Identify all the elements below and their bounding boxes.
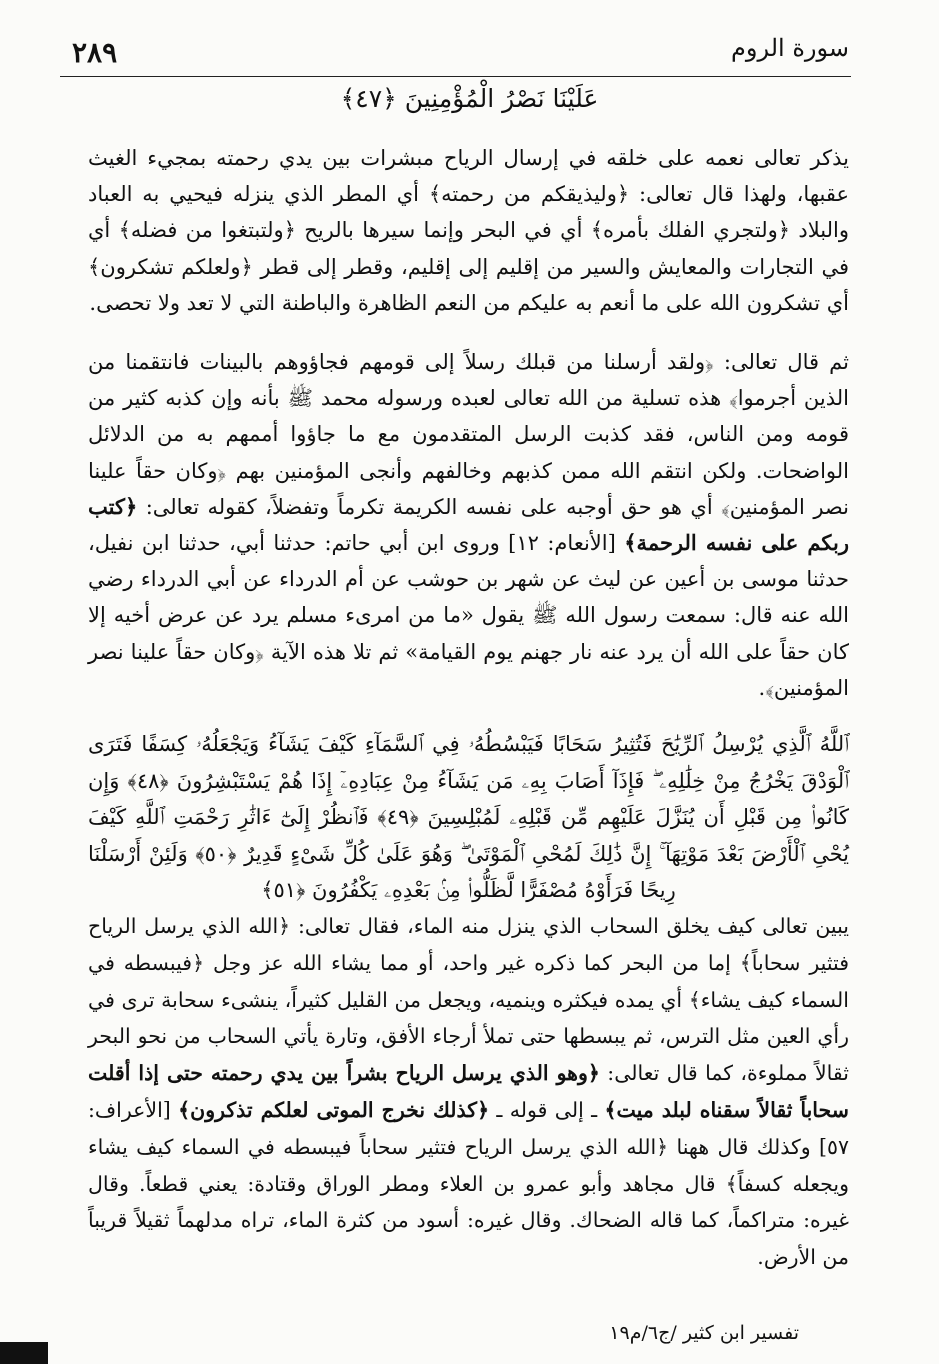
ayah-continuation: عَلَيْنَا نَصْرُ الْمُؤْمِنِينَ ﴿٤٧﴾	[340, 84, 599, 113]
bold-quote-araf: ﴿وهو الذي يرسل الرياح بشراً بين يدي رحمته حتى إذا أقلت سحاباً ثقالاً سقناه لبلد ميت﴾	[88, 1061, 849, 1122]
running-title: سورة الروم	[731, 34, 849, 62]
scan-edge-mark	[0, 1342, 48, 1364]
bold-quote: ﴿كتب ربكم على نفسه الرحمة﴾	[88, 493, 849, 556]
paragraph-3-text-b: [الأعراف: ٥٧] وكذلك قال ههنا ﴿الله الذي يرسل الرياح فتثير سحاباً فيبسطه في السماء كيف يشاء ويجعله كسفاً﴾ قال مجاهد وأبو عمرو بن العلاء ومطر الوراق وقتادة: يعني قطعاً. وقال غيره: متراكماً، كما قاله الضحاك. وقال غيره: أسود من كثرة الماء، تراه مدلهماً ثقيلاً قريباً من الأرض.	[88, 1097, 849, 1270]
commentary-paragraph-1: يذكر تعالى نعمه على خلقه في إرسال الرياح مبشرات بين يدي رحمته بمجيء الغيث عقبها، ولهذا قال تعالى: ﴿وليذيقكم من رحمته﴾ أي المطر الذي ينزله فيحيي به العباد والبلاد ﴿ولتجري الفلك بأمره﴾ أي في البحر وإنما سيرها بالريح ﴿ولتبتغوا من فضله﴾ أي في التجارات والمعايش والسير من إقليم إلى إقليم، وقطر إلى قطر ﴿ولعلكم تشكرون﴾ أي تشكرون الله على ما أنعم به عليكم من النعم الظاهرة والباطنة التي لا تعد ولا تحصى.	[88, 146, 849, 315]
page-number: ٢٨٩	[72, 36, 118, 69]
paragraph-3-text-a: يبين تعالى كيف يخلق السحاب الذي ينزل منه الماء، فقال تعالى: ﴿الله الذي يرسل الرياح فتثير سحاباً﴾ إما من البحر كما ذكره غير واحد، أو مما يشاء الله عز وجل ﴿فيبسطه في السماء كيف يشاء﴾ أي يمده فيكثره وينميه، ويجعل من القليل كثيراً، ينشىء سحابة ترى في رأي العين مثل الترس، ثم يبسطها حتى تملأ أرجاء الأفق، وتارة يأتي السحاب من نحو البحر ثقالاً مملوءة، كما قال تعالى:	[88, 914, 849, 1086]
paragraph-2-hadith: [الأنعام: ١٢] وروى ابن أبي حاتم: حدثنا أبي، حدثنا ابن نفيل، حدثنا موسى بن أعين عن ليث عن شهر بن حوشب عن أم الدرداء عن أبي الدرداء رضي الله عنه قال: سمعت رسول الله ﷺ يقول «ما من امرىء مسلم يرد عن عرض أخيه إلا كان حقاً على الله أن يرد عنه نار جهنم يوم القيامة» ثم تلا هذه الآية ﴿وكان حقاً علينا نصر المؤمنين﴾.	[88, 531, 849, 700]
header-divider	[60, 76, 851, 77]
paragraph-2-text: ثم قال تعالى: ﴿ولقد أرسلنا من قبلك رسلاً إلى قومهم فجاؤوهم بالبينات فانتقمنا من الذين أجرموا﴾ هذه تسلية من الله تعالى لعبده ورسوله محمد ﷺ بأنه وإن كذبه كثير من قومه ومن الناس، فقد كذبت الرسل المتقدمون مع ما جاؤوا أممهم به من الدلائل الواضحات. ولكن انتقم الله ممن كذبهم وخالفهم وأنجى المؤمنين بهم ﴿وكان حقاً علينا نصر المؤمنين﴾ أي هو حق أوجبه على نفسه الكريمة تكرماً وتفضلاً، كقوله تعالى:	[88, 350, 849, 519]
bold-quote-araf-end: ﴿كذلك نخرج الموتى لعلكم تذكرون﴾	[178, 1097, 490, 1122]
quran-verses-block: ٱللَّهُ ٱلَّذِي يُرْسِلُ ٱلرِّيَٰحَ فَتُثِيرُ سَحَابًا فَيَبْسُطُهُۥ فِي ٱلسَّمَآءِ كَيْفَ يَشَآءُ وَيَجْعَلُهُۥ كِسَفًا فَتَرَى ٱلْوَدْقَ يَخْرُجُ مِنْ خِلَٰلِهِۦ ۖ فَإِذَآ أَصَابَ بِهِۦ مَن يَشَآءُ مِنْ عِبَادِهِۦٓ إِذَا هُمْ يَسْتَبْشِرُونَ ﴿٤٨﴾ وَإِن كَانُوا۟ مِن قَبْلِ أَن يُنَزَّلَ عَلَيْهِم مِّن قَبْلِهِۦ لَمُبْلِسِينَ ﴿٤٩﴾ فَٱنظُرْ إِلَىٰٓ ءَاثَٰرِ رَحْمَتِ ٱللَّهِ كَيْفَ يُحْىِ ٱلْأَرْضَ بَعْدَ مَوْتِهَآ ۚ إِنَّ ذَٰلِكَ لَمُحْىِ ٱلْمَوْتَىٰ ۖ وَهُوَ عَلَىٰ كُلِّ شَىْءٍ قَدِيرٌ ﴿٥٠﴾ وَلَئِنْ أَرْسَلْنَا رِيحًا فَرَأَوْهُ مُصْفَرًّا لَّظَلُّوا۟ مِنۢ بَعْدِهِۦ يَكْفُرُونَ ﴿٥١﴾	[88, 732, 850, 902]
footer-signature: تفسير ابن كثير /ج٦/م١٩	[609, 1322, 799, 1344]
commentary-paragraph-2	[88, 344, 849, 706]
commentary-paragraph-3	[88, 908, 849, 1276]
paragraph-3-connector: ـ إلى قوله ـ	[489, 1097, 598, 1122]
